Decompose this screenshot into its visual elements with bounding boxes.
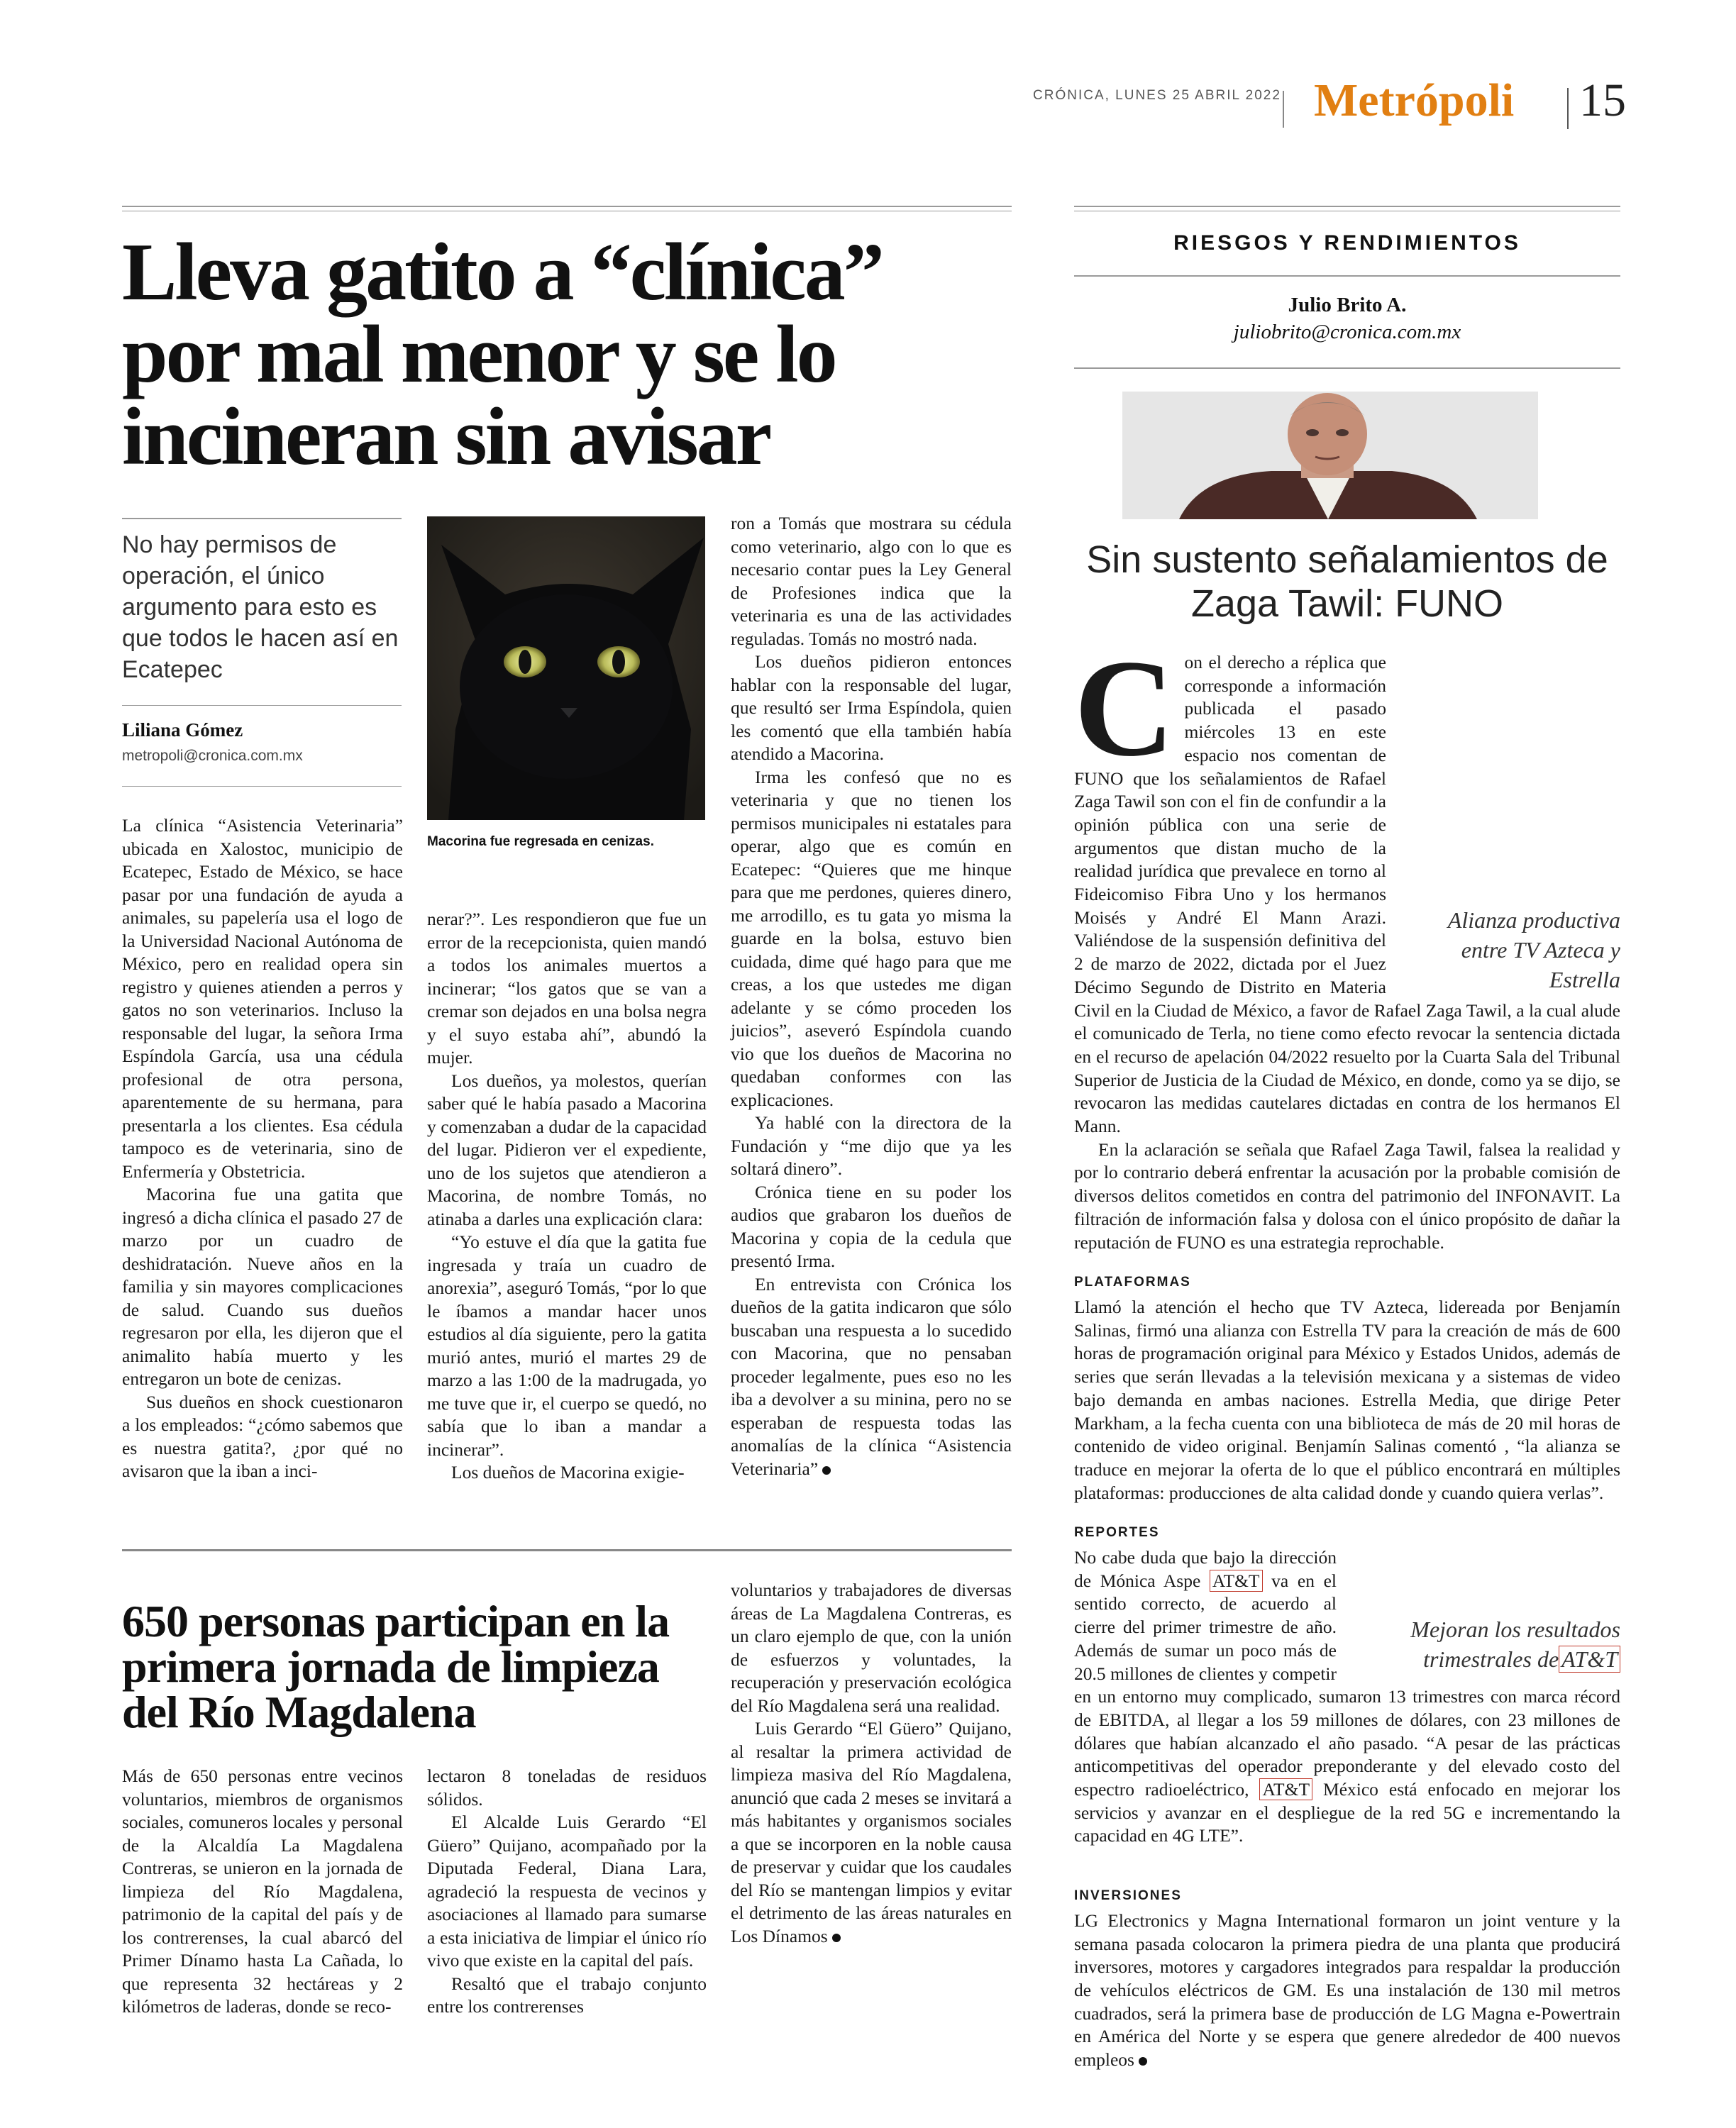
paragraph-text: En entrevista con Crónica los dueños de la gatita indicaron que sólo buscaban una respuesta a lo sucedido con Macorina, que no pensaban proceder legalmente, pues eso no les iba a devolver a su minina, pero no se esperaban de respuesta todas las anomalías de la clínica “Asistencia Veterinaria” bbox=[731, 1273, 1012, 1479]
paragraph-text: Luis Gerardo “El Güero” Quijano, al resaltar la primera actividad de limpieza masiva del Río Magdalena, anunció que cada 2 meses se invitará a más habitantes y organismos sociales a que se incorporen en la noble causa de preservar y cuidar que los caudales del Río se mantengan limpios y evitar el detrimento de las áreas naturales en Los Dínamos bbox=[731, 1718, 1012, 1946]
paragraph: nerar?”. Les respondieron que fue un error de la recepcionista, quien mandó a todos los animales muertos a incinerar; “los gatos que se van a cremar son dejados en una bolsa negra y el suyo estaba ahí”, abundó la mujer. bbox=[427, 909, 707, 1068]
pull-quote-2 bbox=[1358, 1614, 1620, 1674]
story1-email: metropoli@cronica.com.mx bbox=[122, 748, 303, 764]
kicker-rule bbox=[1074, 275, 1620, 277]
column-intro bbox=[1074, 631, 1620, 1138]
page-number: 15 bbox=[1579, 74, 1626, 126]
story1-author: Liliana Gómez bbox=[122, 719, 243, 741]
paragraph: En la aclaración se señala que Rafael Zaga Tawil, falsea la realidad y por lo contrario deberá enfrentar la acusación por la probable comisión de diversos delitos cometidos en contra del patrimonio del INFONAVIT. La filtración de información falsa y dolosa con el único propósito de dañar la reputación de FUNO es una estrategia reprochable. bbox=[1074, 1138, 1620, 1253]
subhead-reportes: REPORTES bbox=[1074, 1525, 1160, 1541]
paragraph: Ya hablé con la directora de la Fundación y “me dijo que ya les soltará dinero”. bbox=[731, 1112, 1012, 1179]
paragraph: voluntarios y trabajadores de diversas áreas de La Magdalena Contreras, es un claro ejemplo de que, con la unión de esfuerzos y voluntades, la recuperación y preservación ecológica del Río Magdalena será una realidad. bbox=[731, 1580, 1012, 1716]
story1-column-2 bbox=[427, 908, 707, 1485]
author-portrait bbox=[1122, 392, 1538, 519]
deck-rule bbox=[122, 518, 402, 519]
story1-headline: Lleva gatito a “clínica” por mal menor y se lo incineran sin avisar bbox=[122, 227, 883, 482]
story2-column-2 bbox=[427, 1765, 707, 2019]
paragraph: Los dueños pidieron entonces hablar con la responsable del lugar, que resultó ser Irma Espíndola, quien les comentó que ella también había atendido a Macorina. bbox=[731, 651, 1012, 764]
paragraph bbox=[731, 1273, 1012, 1481]
brand-box: AT&T bbox=[1210, 1570, 1263, 1592]
brand-box: AT&T bbox=[1259, 1778, 1312, 1800]
column-author: Julio Brito A. bbox=[1288, 294, 1407, 316]
byline-rule bbox=[122, 786, 402, 787]
author-photo bbox=[1122, 392, 1538, 519]
paragraph: ron a Tomás que mostrara su cédula como veterinario, algo con lo que es necesario contar pues la Ley General de Profesiones indica que la veterinaria es una de las actividades reguladas. Tomás no mostró nada. bbox=[731, 513, 1012, 649]
paragraph bbox=[1074, 1546, 1620, 1848]
subhead-inversiones: INVERSIONES bbox=[1074, 1888, 1182, 1904]
paragraph-text: No cabe duda que bajo la dirección de Mónica Aspe bbox=[1074, 1547, 1337, 1591]
paragraph: Resaltó que el trabajo conjunto entre los contrerenses bbox=[427, 1973, 707, 2017]
header-divider-2 bbox=[1567, 88, 1569, 129]
paragraph: Llamó la atención el hecho que TV Azteca, lidereada por Benjamín Salinas, firmó una alianza con Estrella TV para la creación de más de 600 horas de programación original para México y Estados Unidos, además de series que serán llevadas a la televisión mexicana y a sistemas de video bajo demanda en ambas naciones. Estrella Media, que dirige Peter Markham, a la fecha cuenta con una biblioteca de más de 20 mil horas de contenido de video original. Benjamín Salinas comentó , “la alianza se traduce en mejorar la oferta de lo que el público encontrará en múltiples plataformas: producciones de alta calidad donde y cuando quiera verlas”. bbox=[1074, 1296, 1620, 1503]
story2-column-3 bbox=[731, 1579, 1012, 1948]
top-rule bbox=[122, 206, 1012, 207]
brand-box: AT&T bbox=[1559, 1646, 1620, 1673]
drop-cap: C bbox=[1074, 631, 1175, 785]
paragraph: lectaron 8 toneladas de residuos sólidos. bbox=[427, 1766, 707, 1810]
cat-image bbox=[427, 516, 705, 820]
edition-date: CRÓNICA, LUNES 25 ABRIL 2022 bbox=[1033, 88, 1281, 103]
header-divider bbox=[1283, 91, 1284, 128]
pull-quote-1: Alianza productiva entre TV Azteca y Estrella bbox=[1447, 907, 1620, 992]
paragraph: Sus dueños en shock cuestionaron a los empleados: “¿cómo sabemos que es nuestra gatita?, ¿por qué no avisaron que la iban a inci- bbox=[122, 1391, 403, 1481]
end-mark-icon bbox=[822, 1466, 831, 1475]
paragraph: Más de 650 personas entre vecinos voluntarios, miembros de organismos sociales, comuneros locales y personal de la Alcaldía La Magdalena Contreras, se unieron en la jornada de limpieza del Río Magdalena, patrimonio de la capital del país y de los contrerenses, la cual abarcó del Primer Dínamo hasta La Cañada, lo que representa 32 hectáreas y 2 kilómetros de laderas, donde se reco- bbox=[122, 1766, 403, 2017]
cat-photo bbox=[427, 516, 705, 820]
paragraph-text: on el derecho a réplica que corresponde a información publicada el pasado miércoles 13 en este espacio nos comentan de FUNO que los señalamientos de Rafael Zaga Tawil son con el fin de confundir a la opinión pública con una serie de argumentos que distan mucho de la realidad jurídica que prevalece en torno al Fideicomiso Fibra Uno y los hermanos Moisés y André El Mann Arazi. Valiéndose de la suspensión definitiva del 2 de marzo de 2022, dictada por el Juez Décimo Segundo de Distrito en Materia Civil en la Ciudad de México, a favor de Rafael Zaga Tawil, a la cual alude el comunicado de Terla, no tiene como efecto revocar la sentencia dictada en el recurso de apelación 04/2022 resuelto por la Cuarta Sala del Tribunal Superior de Justicia de la Ciudad de México, en donde, como ya se dijo, se revocaron las medidas cautelares dictadas en contra de los hermanos El Mann. bbox=[1074, 652, 1620, 1137]
story1-deck: No hay permisos de operación, el único argumento para esto es que todos le hacen así en Ecatepec bbox=[122, 531, 399, 683]
story1-column-1 bbox=[122, 814, 403, 1483]
column-email: juliobrito@cronica.com.mx bbox=[1233, 321, 1461, 343]
paragraph: Crónica tiene en su poder los audios que grabaron los dueños de Macorina y copia de la cedula que presentó Irma. bbox=[731, 1181, 1012, 1271]
paragraph: El Alcalde Luis Gerardo “El Güero” Quijano, acompañado por la Diputada Federal, Diana Lara, agradeció la respuesta de vecinos y asociaciones al llamado para sumarse a esta iniciativa de limpiar el único río vivo que existe en la capital del país. bbox=[427, 1812, 707, 1971]
story1-column-3 bbox=[731, 512, 1012, 1480]
paragraph: La clínica “Asistencia Veterinaria” ubicada en Xalostoc, municipio de Ecatepec, Estado de México, se hace pasar por una fundación de ayuda a animales, su papelería usa el logo de la Universidad Nacional Autónoma de México, pero en realidad opera sin registro y quienes atienden a perros y gatos no son veterinarios. Incluso la responsable del lugar, la señora Irma Espíndola García, usa una cédula profesional de otra persona, aparentemente de su hermana, para presentarla a los clientes. Esa cédula tampoco es de veterinaria, sino de Enfermería y Obstetricia. bbox=[122, 815, 403, 1182]
paragraph: Irma les confesó que no es veterinaria y que no tienen los permisos municipales ni estatales para operar, algo que es común en Ecatepec: “Quieres que me hinque para que me perdones, quieres dinero, me arrodillo, es tu gata yo misma la guarde en la bolsa, estuvo bien cuidada, dime qué hago para que me creas, a los que ustedes me digan adelante y se cómo proceden los juicios”, aseveró Espíndola cuando vio que los dueños de Macorina no quedaban conformes con las explicaciones. bbox=[731, 766, 1012, 1110]
end-mark-icon bbox=[1139, 2057, 1147, 2066]
end-mark-icon bbox=[832, 1934, 841, 1942]
paragraph bbox=[731, 1717, 1012, 1948]
column-kicker: RIESGOS Y RENDIMIENTOS bbox=[1173, 231, 1521, 255]
story2-column-1 bbox=[122, 1765, 403, 2019]
story2-headline: 650 personas participan en la primera jornada de limpieza del Río Magdalena bbox=[122, 1596, 670, 1737]
paragraph-text: LG Electronics y Magna International formaron un joint venture y la semana pasada colocaron la primera piedra de una planta que producirá inversores, motores y cargadores integrados para respaldar la producción de vehículos eléctricos de GM. Es una instalación de 130 mil metros cuadrados, será la primera base de producción de LG Magna e-Powertrain en América del Norte y se espera que genere alrededor de 400 nuevos empleos bbox=[1074, 1910, 1620, 2071]
paragraph-text: México está enfocado en mejorar los servicios y avanzar en el despliegue de la red 5G e incrementando la capacidad en 4G LTE”. bbox=[1074, 1779, 1620, 1846]
paragraph: Los dueños, ya molestos, querían saber qué le había pasado a Macorina y comenzaban a dudar de la capacidad del lugar. Pidieron ver el expediente, uno de los sujetos que atendieron a Macorina, de nombre Tomás, no atinaba a darles una explicación clara: bbox=[427, 1070, 707, 1229]
top-rule-right bbox=[1074, 206, 1620, 207]
section-name: Metrópoli bbox=[1314, 74, 1515, 126]
byline-rule bbox=[122, 705, 402, 706]
paragraph-text: va en el sentido correcto, de acuerdo al cierre del primer trimestre de año. Además de sumar un poco más de 20.5 millones de clientes y competir en un entorno muy complicado, sumaron 13 trimestres con marca récord de EBITDA, al llegar a los 59 millones de dólares, con 23 millones de dólares que habían alcanzado el año pasado. “A pesar de las prácticas anticompetitivas del operador preponderante y del elevado costo del espectro radioeléctrico, bbox=[1074, 1570, 1620, 1800]
paragraph: Macorina fue una gatita que ingresó a dicha clínica el pasado 27 de marzo por un cuadro de deshidratación. Nueve años en la familia y sin mayores complicaciones de salud. Cuando sus dueños regresaron por ella, les dijeron que el animalito había muerto y les entregaron un bote de cenizas. bbox=[122, 1184, 403, 1389]
subhead-plataformas: PLATAFORMAS bbox=[1074, 1275, 1191, 1290]
column-body bbox=[1074, 631, 1620, 2072]
paragraph: “Yo estuve el día que la gatita fue ingresada y traía un cuadro de anorexia”, aseguró Tomás, “por lo que le íbamos a mandar hacer unos estudios al día siguiente, pero la gatita murió antes, murió el martes 29 de marzo a las 1:00 de la madrugada, yo me tuve que ir, el cuerpo se quedó, no sabía que lo iban a mandar a incinerar”. bbox=[427, 1231, 707, 1460]
paragraph bbox=[1074, 1910, 1620, 2072]
story-divider bbox=[122, 1549, 1012, 1551]
photo-caption: Macorina fue regresada en cenizas. bbox=[427, 834, 654, 849]
author-rule bbox=[1074, 367, 1620, 369]
paragraph: Los dueños de Macorina exigie- bbox=[451, 1462, 685, 1483]
column-title: Sin sustento señalamientos de Zaga Tawil: FUNO bbox=[1086, 538, 1608, 625]
pull-quote-text: Mejoran los resultados trimestrales de bbox=[1410, 1617, 1620, 1673]
